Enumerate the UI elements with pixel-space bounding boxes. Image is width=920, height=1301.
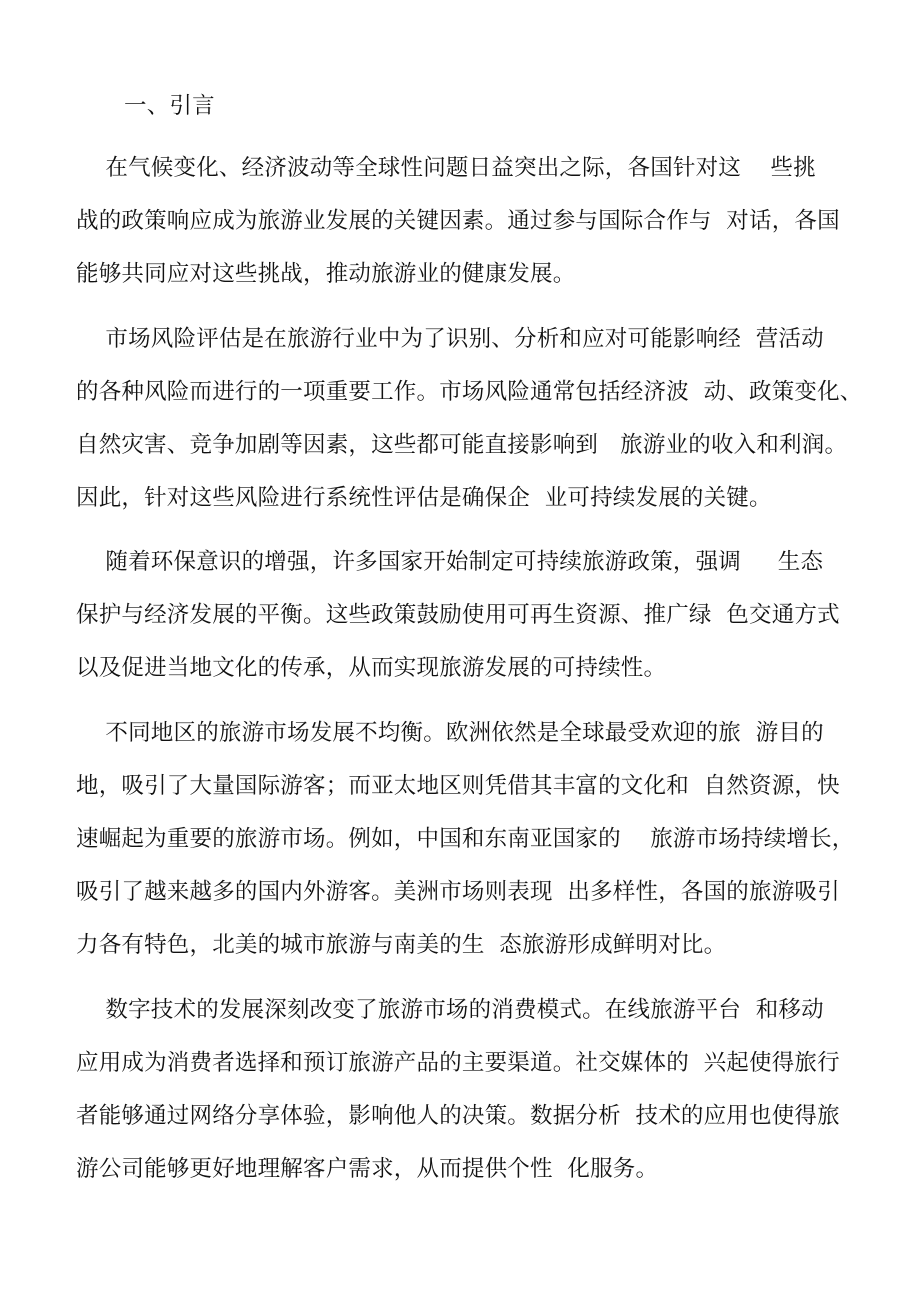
section-heading: 一、引言 — [124, 93, 215, 119]
paragraph-4-line-2: 地，吸引了大量国际游客；而亚太地区则凭借其丰富的文化和 自然资源，快 — [76, 773, 840, 799]
paragraph-2-line-1: 市场风险评估是在旅游行业中为了识别、分析和应对可能影响经 营活动 — [76, 326, 824, 352]
paragraph-2-line-2: 的各种风险而进行的一项重要工作。市场风险通常包括经济波 动、政策变化、 — [76, 379, 863, 405]
paragraph-5-line-1: 数字技术的发展深刻改变了旅游市场的消费模式。在线旅游平台 和移动 — [76, 997, 824, 1023]
paragraph-5-line-2: 应用成为消费者选择和预订旅游产品的主要渠道。社交媒体的 兴起使得旅行 — [76, 1050, 840, 1076]
paragraph-5-line-4: 游公司能够更好地理解客户需求，从而提供个性 化服务。 — [76, 1156, 659, 1182]
paragraph-4-line-1: 不同地区的旅游市场发展不均衡。欧洲依然是全球最受欢迎的旅 游目的 — [76, 720, 824, 746]
paragraph-2-line-3: 自然灾害、竞争加剧等因素，这些都可能直接影响到 旅游业的收入和利润。 — [76, 432, 848, 458]
paragraph-4-line-5: 力各有特色，北美的城市旅游与南美的生 态旅游形成鲜明对比。 — [76, 932, 727, 958]
paragraph-1-line-3: 能够共同应对这些挑战，推动旅游业的健康发展。 — [76, 261, 576, 287]
paragraph-4-line-4: 吸引了越来越多的国内外游客。美洲市场则表现 出多样性，各国的旅游吸引 — [76, 879, 840, 905]
paragraph-5-line-3: 者能够通过网络分享体验，影响他人的决策。数据分析 技术的应用也使得旅 — [76, 1103, 840, 1129]
paragraph-1-line-2: 战的政策响应成为旅游业发展的关键因素。通过参与国际合作与 对话，各国 — [76, 208, 840, 234]
paragraph-3-line-3: 以及促进当地文化的传承，从而实现旅游发展的可持续性。 — [76, 655, 667, 681]
paragraph-2-line-4: 因此，针对这些风险进行系统性评估是确保企 业可持续发展的关键。 — [76, 485, 772, 511]
paragraph-3-line-1: 随着环保意识的增强，许多国家开始制定可持续旅游政策，强调 生态 — [76, 549, 824, 575]
paragraph-1-line-1: 在气候变化、经济波动等全球性问题日益突出之际，各国针对这 些挑 — [76, 155, 816, 181]
paragraph-3-line-2: 保护与经济发展的平衡。这些政策鼓励使用可再生资源、推广绿 色交通方式 — [76, 602, 840, 628]
paragraph-4-line-3: 速崛起为重要的旅游市场。例如，中国和东南亚国家的 旅游市场持续增长， — [76, 826, 855, 852]
